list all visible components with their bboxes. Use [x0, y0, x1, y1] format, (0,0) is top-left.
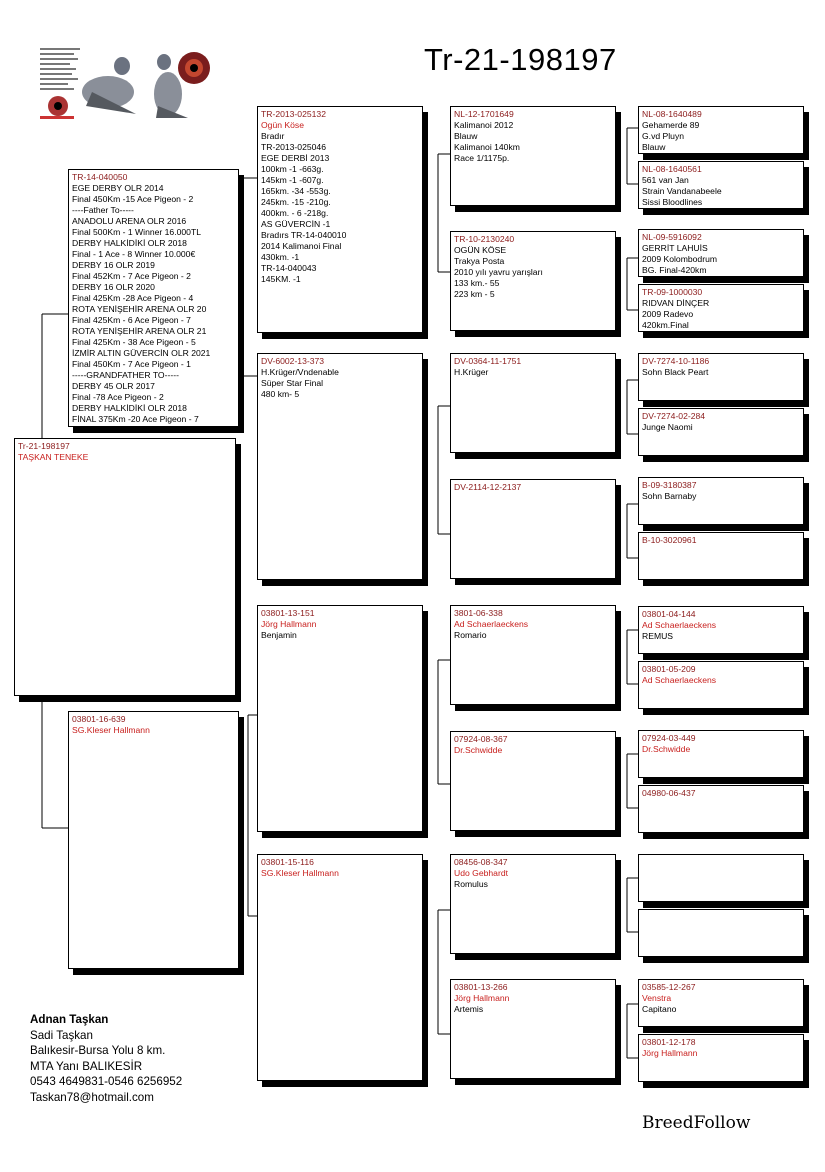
info-lines [454, 630, 612, 641]
ring-number: B-10-3020961 [642, 535, 697, 545]
info-line: 145KM. -1 [261, 274, 301, 284]
pedigree-card-g4-2[interactable] [638, 161, 804, 209]
pedigree-card-g3-1[interactable] [450, 106, 616, 206]
pedigree-card-g4-16[interactable] [638, 1034, 804, 1082]
performance-lines [72, 183, 235, 425]
ring-number: B-09-3180387 [642, 480, 697, 490]
pedigree-card-g3-4[interactable] [450, 479, 616, 579]
info-line: Final 425Km - 6 Ace Pigeon - 7 [72, 315, 191, 325]
breeder-name: Udo Gebhardt [454, 868, 508, 878]
pedigree-card-g4-6[interactable] [638, 408, 804, 456]
ring-number: 03801-05-209 [642, 664, 696, 674]
info-line: Final -78 Ace Pigeon - 2 [72, 392, 164, 402]
owner-email[interactable]: Taskan78@hotmail.com [30, 1090, 154, 1104]
info-line: G.vd Pluyn [642, 131, 685, 141]
info-line: H.Krüger [454, 367, 489, 377]
info-lines [454, 245, 612, 300]
info-line: AS GÜVERCİN -1 [261, 219, 331, 229]
info-line: 245km. -15 -210g. [261, 197, 331, 207]
pedigree-card-dam-sire[interactable] [257, 605, 423, 832]
info-line: DERBY 16 OLR 2019 [72, 260, 155, 270]
info-line: 2009 Kolombodrum [642, 254, 718, 264]
ring-number: TR-2013-025132 [261, 109, 326, 119]
owner-address: Balıkesir-Bursa Yolu 8 km. [30, 1044, 166, 1057]
info-line: Blauw [454, 131, 478, 141]
info-lines [642, 367, 800, 378]
ring-number: 03801-16-639 [72, 714, 126, 724]
info-line: DERBY HALKİDİKİ OLR 2018 [72, 403, 187, 413]
pedigree-card-g4-15[interactable] [638, 979, 804, 1027]
info-line: 100km -1 -663g. [261, 164, 324, 174]
pedigree-card-g4-7[interactable] [638, 477, 804, 525]
info-line: Gehamerde 89 [642, 120, 700, 130]
info-line: ANADOLU ARENA OLR 2016 [72, 216, 187, 226]
owner-line: Sadi Taşkan [30, 1028, 93, 1042]
info-lines [261, 367, 419, 400]
breeder-name: Ogün Köse [261, 120, 304, 130]
info-line: 223 km - 5 [454, 289, 495, 299]
pedigree-card-g4-1[interactable] [638, 106, 804, 154]
info-line: Final 450Km - 7 Ace Pigeon - 1 [72, 359, 191, 369]
ring-number: NL-12-1701649 [454, 109, 514, 119]
info-line: Final 500Km - 1 Winner 16.000TL [72, 227, 201, 237]
info-line: Kalimanoi 140km [454, 142, 520, 152]
pedigree-card-g4-9[interactable] [638, 606, 804, 654]
ring-number: DV-6002-13-373 [261, 356, 325, 366]
info-line: 2014 Kalimanoi Final [261, 241, 342, 251]
ring-number: 03585-12-267 [642, 982, 696, 992]
info-line: Final 425Km - 38 Ace Pigeon - 5 [72, 337, 196, 347]
brand-logo-text: BreedFollow [642, 1113, 751, 1133]
info-line: 145km -1 -607g. [261, 175, 324, 185]
ring-number: DV-7274-10-1186 [642, 356, 710, 366]
info-line: Bradır [261, 131, 285, 141]
info-lines [642, 298, 800, 331]
pedigree-card-dam[interactable] [68, 711, 239, 969]
pedigree-card-g4-12[interactable] [638, 785, 804, 833]
info-line: 400km. - 6 -218g. [261, 208, 329, 218]
info-line: Süper Star Final [261, 378, 324, 388]
info-line: -----GRANDFATHER TO----- [72, 370, 179, 380]
info-line: Sohn Black Peart [642, 367, 709, 377]
info-lines [454, 879, 612, 890]
info-line: Final 425Km -28 Ace Pigeon - 4 [72, 293, 194, 303]
pedigree-card-g4-14[interactable] [638, 909, 804, 957]
ring-number: TR-14-040050 [72, 172, 128, 182]
info-lines [454, 120, 612, 164]
breeder-name: Jörg Hallmann [454, 993, 510, 1003]
info-line: Trakya Posta [454, 256, 505, 266]
info-line: TR-2013-025046 [261, 142, 326, 152]
info-line: REMUS [642, 631, 674, 641]
info-line: DERBY 16 OLR 2020 [72, 282, 155, 292]
info-lines [642, 175, 800, 208]
info-line: Final 450Km -15 Ace Pigeon - 2 [72, 194, 194, 204]
owner-phone: 0543 4649831-0546 6256952 [30, 1075, 183, 1088]
breeder-name: SG.Kleser Hallmann [72, 725, 150, 735]
ring-number: 03801-12-178 [642, 1037, 696, 1047]
ring-number: NL-08-1640489 [642, 109, 702, 119]
info-line: H.Krüger/Vndenable [261, 367, 339, 377]
breeder-name: Dr.Schwidde [454, 745, 503, 755]
info-lines [261, 131, 419, 285]
pedigree-card-g3-3[interactable] [450, 353, 616, 453]
info-line: 2010 yılı yavru yarışları [454, 267, 543, 277]
info-line: EGE DERBİ 2013 [261, 153, 330, 163]
owner-contact [30, 1012, 182, 1105]
info-line: DERBY 45 OLR 2017 [72, 381, 155, 391]
pedigree-card-sire-sire[interactable] [257, 106, 423, 333]
info-line: 561 van Jan [642, 175, 689, 185]
info-lines [454, 1004, 612, 1015]
info-lines [642, 243, 800, 276]
info-line: ----Father To----- [72, 205, 134, 215]
info-line: Kalimanoi 2012 [454, 120, 514, 130]
info-line: Benjamin [261, 630, 297, 640]
ring-number: 03801-04-144 [642, 609, 696, 619]
info-lines [642, 422, 800, 433]
breeder-name: SG.Kleser Hallmann [261, 868, 339, 878]
breeder-name: Jörg Hallmann [261, 619, 317, 629]
owner-name: Adnan Taşkan [30, 1013, 109, 1026]
breeder-name: Ad Schaerlaeckens [642, 675, 717, 685]
info-line: 430km. -1 [261, 252, 300, 262]
info-line: Race 1/1175p. [454, 153, 510, 163]
info-line: Romulus [454, 879, 488, 889]
info-line: DERBY HALKİDİKİ OLR 2018 [72, 238, 187, 248]
pedigree-card-g4-3[interactable] [638, 229, 804, 277]
ring-number: 04980-06-437 [642, 788, 696, 798]
ring-number: 3801-06-338 [454, 608, 503, 618]
ring-number: Tr-21-198197 [18, 441, 70, 451]
ring-number: DV-2114-12-2137 [454, 482, 522, 492]
ring-number: DV-0364-11-1751 [454, 356, 522, 366]
pedigree-card-g4-11[interactable] [638, 730, 804, 778]
pedigree-card-g3-8[interactable] [450, 979, 616, 1079]
breeder-name: Ad Schaerlaeckens [642, 620, 717, 630]
pedigree-card-g3-5[interactable] [450, 605, 616, 705]
info-line: Sissi Bloodlines [642, 197, 703, 207]
ring-number: 08456-08-347 [454, 857, 508, 867]
ring-number: 03801-13-266 [454, 982, 508, 992]
info-lines [642, 491, 800, 502]
pedigree-card-dam-dam[interactable] [257, 854, 423, 1081]
info-lines [642, 120, 800, 153]
info-line: ROTA YENİŞEHİR ARENA OLR 21 [72, 326, 207, 336]
ring-number: NL-09-5916092 [642, 232, 702, 242]
info-lines [454, 367, 612, 378]
breeder-name: Venstra [642, 993, 672, 1003]
info-lines [261, 630, 419, 641]
info-lines [642, 631, 800, 642]
info-line: İZMİR ALTIN GÜVERCİN OLR 2021 [72, 348, 211, 358]
breeder-name: Jörg Hallmann [642, 1048, 698, 1058]
ring-number: TR-10-2130240 [454, 234, 515, 244]
ring-number: NL-08-1640561 [642, 164, 702, 174]
breeder-name: TAŞKAN TENEKE [18, 452, 89, 462]
info-line: 480 km- 5 [261, 389, 300, 399]
pedigree-card-g4-4[interactable] [638, 284, 804, 332]
info-line: Final 452Km - 7 Ace Pigeon - 2 [72, 271, 191, 281]
pedigree-card-g3-7[interactable] [450, 854, 616, 954]
pedigree-card-subject[interactable] [14, 438, 236, 696]
info-line: Strain Vandanabeele [642, 186, 722, 196]
ring-number: 07924-08-367 [454, 734, 508, 744]
info-line: 133 km.- 55 [454, 278, 500, 288]
breeder-name: Dr.Schwidde [642, 744, 691, 754]
ring-number: TR-09-1000030 [642, 287, 703, 297]
info-line: ROTA YENİŞEHİR ARENA OLR 20 [72, 304, 207, 314]
info-line: GERRİT LAHUİS [642, 243, 708, 253]
info-line: Capitano [642, 1004, 677, 1014]
info-line: BG. Final-420km [642, 265, 707, 275]
info-line: 420km.Final [642, 320, 689, 330]
info-line: Final - 1 Ace - 8 Winner 10.000€ [72, 249, 196, 259]
info-line: 165km. -34 -553g. [261, 186, 331, 196]
info-lines [642, 1004, 800, 1015]
pedigree-card-g4-5[interactable] [638, 353, 804, 401]
pedigree-card-g4-13[interactable] [638, 854, 804, 902]
info-line: EGE DERBY OLR 2014 [72, 183, 164, 193]
info-line: Artemis [454, 1004, 484, 1014]
info-line: OGÜN KÖSE [454, 245, 507, 255]
pedigree-card-sire[interactable] [68, 169, 239, 427]
info-line: Blauw [642, 142, 666, 152]
ring-number: DV-7274-02-284 [642, 411, 706, 421]
info-line: Sohn Barnaby [642, 491, 697, 501]
info-line: Junge Naomi [642, 422, 693, 432]
info-line: Romario [454, 630, 487, 640]
pedigree-card-sire-dam[interactable] [257, 353, 423, 580]
info-line: 2009 Radevo [642, 309, 694, 319]
pedigree-card-g4-10[interactable] [638, 661, 804, 709]
info-line: Bradırs TR-14-040010 [261, 230, 347, 240]
ring-number: 03801-13-151 [261, 608, 315, 618]
info-line: TR-14-040043 [261, 263, 317, 273]
pedigree-card-g3-2[interactable] [450, 231, 616, 331]
pedigree-title: Tr-21-198197 [424, 42, 617, 77]
pedigree-card-g4-8[interactable] [638, 532, 804, 580]
info-line: RIDVAN DİNÇER [642, 298, 710, 308]
pedigree-card-g3-6[interactable] [450, 731, 616, 831]
breeder-name: Ad Schaerlaeckens [454, 619, 529, 629]
ring-number: 07924-03-449 [642, 733, 696, 743]
ring-number: 03801-15-116 [261, 857, 314, 867]
owner-location: MTA Yanı BALIKESİR [30, 1059, 143, 1073]
info-line: FİNAL 375Km -20 Ace Pigeon - 7 [72, 414, 199, 424]
